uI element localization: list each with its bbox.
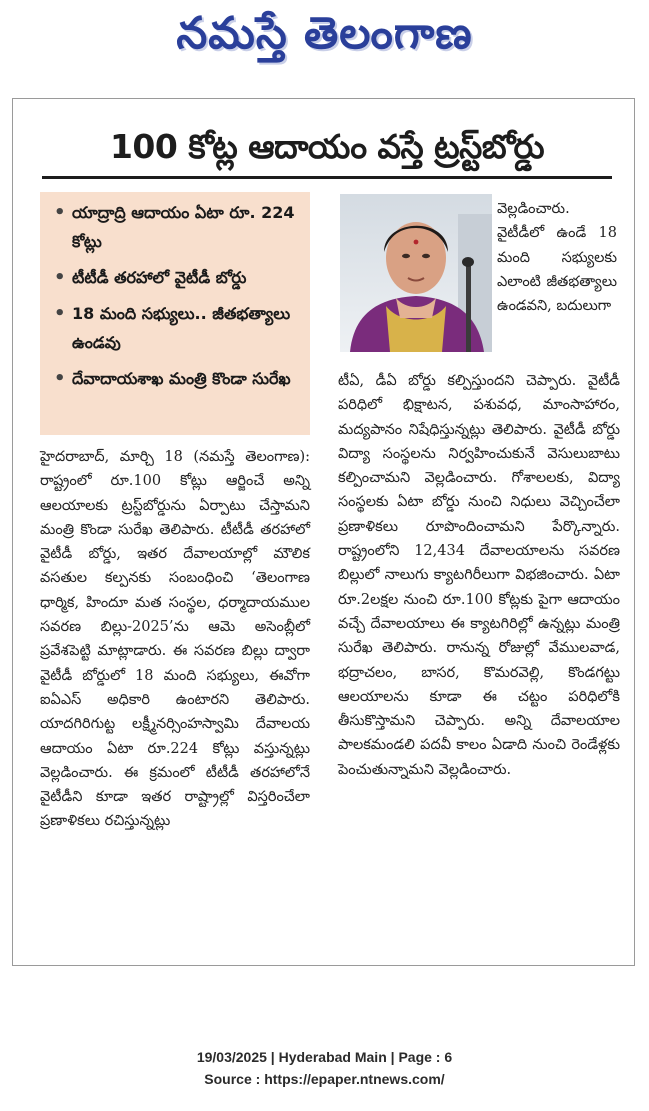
highlights-box <box>40 192 310 435</box>
highlight-item <box>54 299 302 357</box>
article-body-right-top: వెల్లడించారు. వైటీడీలో ఉండే 18 మంది సభ్యులకు ఎలాంటి జీతభత్యాలు ఉండవని, బదులుగా <box>497 201 617 315</box>
highlight-text: టీటీడీ తరహాలో వైటీడీ బోర్డు <box>72 268 247 287</box>
article-headline: 100 కోట్ల ఆదాయం వస్తే ట్రస్ట్‌బోర్డు <box>42 118 612 179</box>
bullet-icon: • <box>54 368 66 389</box>
highlight-text: 18 మంది సభ్యులు.. జీతభత్యాలు ఉండవు <box>72 304 291 352</box>
bullet-icon: • <box>54 303 66 324</box>
highlight-text: దేవాదాయశాఖ మంత్రి కొండా సురేఖ <box>72 369 291 388</box>
portrait-illustration <box>340 194 492 352</box>
article-body-right-column: టీఏ, డీఏ బోర్డు కల్పిస్తుందని చెప్పారు. వైటీడీ పరిధిలో భిక్షాటన, పశువధ, మాంసాహారం, మద్యపానం నిషేధిస్తున్నట్లు తెలిపారు. వైటీడీ బోర్డు విద్యా సంస్థలను నిర్వహించుకునే వెసులుబాటు కల్పించామని వెల్లడించారు. గోశాలలకు, విద్యా సంస్థలకు ఏటా బోర్డు నుంచి నిధులు వెచ్చించేలా ప్రణాళికలు రూపొందించామని పేర్కొన్నారు. రాష్ట్రంలోని 12,434 దేవాలయాలను సవరణ బిల్లులో నాలుగు క్యాటగిరీలుగా విభజించారు. ఏటా రూ.2లక్షల నుంచి రూ.100 కోట్లకు పైగా ఆదాయం వచ్చే దేవాలయాలు ఈ క్యాటగిరిల్లో ఉన్నట్లు మంత్రి సురేఖ తెలిపారు. రానున్న రోజుల్లో వేములవాడ, భద్రాచలం, బాసర, కొమరవెల్లి, కొండగట్టు ఆలయాలను కూడా ఈ చట్టం పరిధిలోకి తీసుకొస్తామని చెప్పారు. అన్ని దేవాలయాల పాలకమండలి పదవీ కాలం ఏడాది నుంచి రెండేళ్లకు పెంచుతున్నామని వెల్లడించారు. <box>338 373 620 778</box>
page-info: 19/03/2025 | Hyderabad Main | Page : 6 <box>196 1049 453 1065</box>
highlight-item <box>54 263 302 292</box>
highlight-item <box>54 198 302 256</box>
minister-photo <box>340 194 492 352</box>
bullet-icon: • <box>54 202 66 223</box>
article-body-left-column: హైదరాబాద్, మార్చి 18 (నమస్తే తెలంగాణ): రాష్ట్రంలో రూ.100 కోట్లు ఆర్జించే అన్ని ఆలయాలకు ట్రస్ట్‌బోర్డును ఏర్పాటు చేస్తామని మంత్రి కొండా సురేఖ తెలిపారు. టీటీడీ తరహాలో వైటీడీ బోర్డు, ఇతర దేవాలయాల్లో మౌలిక వసతుల కల్పనకు సంబంధించి ‘తెలంగాణ ధార్మిక, హిందూ మత సంస్థల, ధర్మాదాయముల సవరణ బిల్లు-2025’ను ఆమె అసెంబ్లీలో ప్రవేశపెట్టి మాట్లాడారు. ఈ సవరణ బిల్లు ద్వారా వైటీడీ బోర్డులో 18 మంది సభ్యులు, ఈవోగా ఐఏఎస్ అధికారి ఉంటారని తెలిపారు. యాదగిరిగుట్ట లక్ష్మీనర్సింహస్వామి దేవాలయ ఆదాయం ఏటా రూ.224 కోట్లు వస్తున్నట్లు వెల్లడించారు. ఈ క్రమంలో టీటీడీ తరహాలోనే వైటీడీని కూడా ఇతర రాష్ట్రాల్లో విస్తరించేలా ప్రణాళికలు రచిస్తున్నట్లు <box>40 449 310 830</box>
highlight-item <box>54 364 302 393</box>
bullet-icon: • <box>54 267 66 288</box>
source-link[interactable]: Source : https://epaper.ntnews.com/ <box>204 1071 445 1087</box>
highlight-text: యాద్రాద్రి ఆదాయం ఏటా రూ. 224 కోట్లు <box>72 203 295 251</box>
masthead-logo: నమస్తే తెలంగాణ <box>176 8 473 59</box>
